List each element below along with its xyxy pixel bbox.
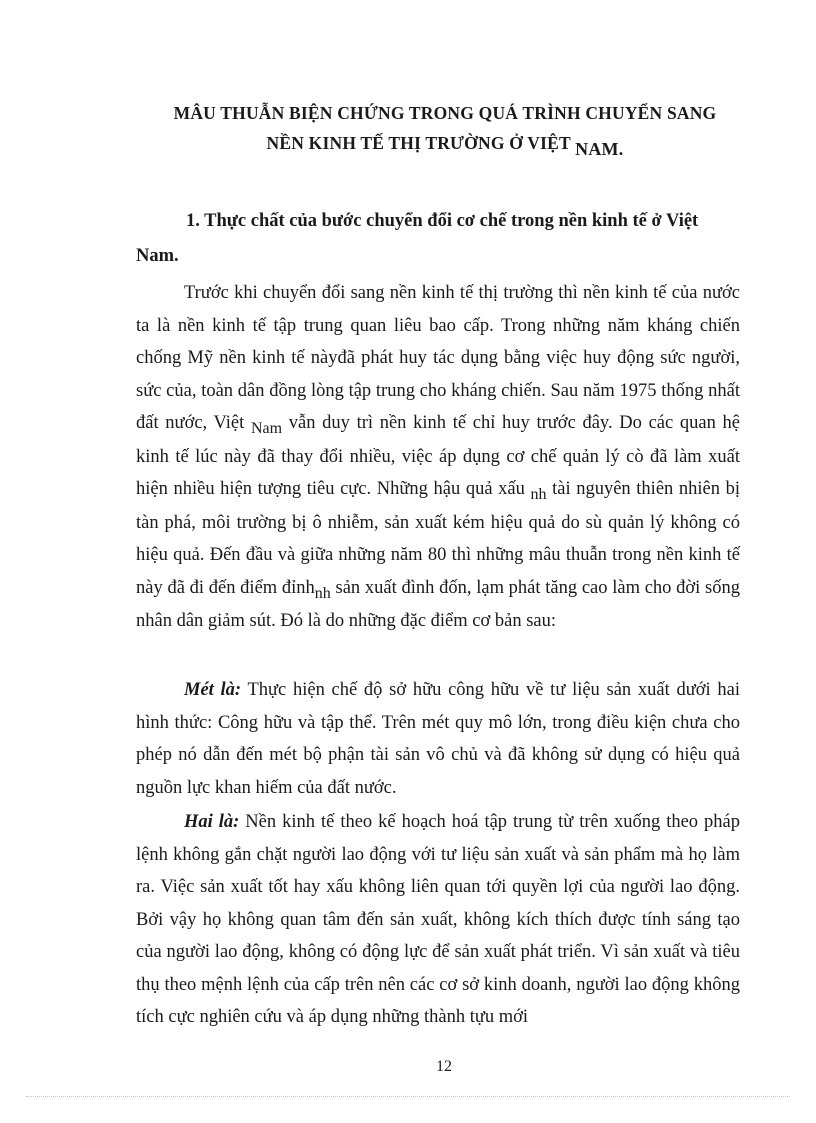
title-line-2-end: . [618,139,624,159]
paragraph-point-one [136,674,740,804]
page-number: 12 [436,1058,452,1075]
title-line-2-sub: NAM [575,139,619,159]
title-line-1: MÂU THUẪN BIỆN CHỨNG TRONG QUÁ TRÌNH CHUYỂN SANG [173,103,717,123]
paragraph-point-two-lead: Hai là: [184,812,240,832]
section-heading-cont [136,241,736,271]
paragraph-intro-text-1: Trước khi chuyển đổi sang nền kinh tế thị trường thì nền kinh tế của nước ta là nền kinh tế tập trung quan liêu bao cấp. Trong những năm kháng chiến chống Mỹ nền kinh tế nàyđã phát huy tác dụng bằng việc huy động sức người, sức của, toàn dân đồng lòng tập trung cho kháng chiến. Sau năm 1975 thống nhất đất nước, Việt [136,283,740,433]
paragraph-point-one-lead: Mét là: [184,680,242,700]
document-title [100,98,790,158]
paragraph-point-two [136,806,740,1034]
section-heading-end: . [174,246,179,266]
section-heading-sub: Nam [136,246,175,266]
paragraph-intro-text-3: tài nguyên thiên nhiên bị tàn phá, môi trường bị ô nhiễm, sản xuất kém hiệu quả do sù quản lý không có hiệu quả. Đến đầu và giữa những năm 80 thì những mâu thuẫn trong nền kinh tế này đã đi đến điểm đỉnh [136,479,741,598]
paragraph-intro-sub-3: nh [314,584,331,602]
paragraph-intro-text-2: vẫn duy trì nền kinh tế chỉ huy trước đây. Do các quan hệ kinh tế lúc này đã thay đổi nhiều, việc áp dụng cơ chế quản lý cò đã làm xuất hiện nhiều hiện tượng tiêu cực. Những hậu quả xấu [136,413,741,499]
section-heading-main: 1. Thực chất của bước chuyển đổi cơ chế trong nền kinh tế ở Việt [186,211,699,231]
title-line-2-main: NỀN KINH TẾ THỊ TRƯỜNG Ở VIỆT [266,133,576,153]
paragraph-intro-sub-1: Nam [250,420,283,437]
section-heading [186,206,746,236]
paragraph-intro-sub-2: nh [530,486,547,503]
paragraph-point-two-text: Nền kinh tế theo kế hoạch hoá tập trung từ trên xuống theo pháp lệnh không gắn chặt người lao động với tư liệu sản xuất và sản phẩm mà họ làm ra. Việc sản xuất tốt hay xấu không liên quan tới quyền lợi của người lao động. Bởi vậy họ không quan tâm đến sản xuất, không kích thích được tính sáng tạo của người lao động, không có động lực để sản xuất phát triển. Vì sản xuất và tiêu thụ theo mệnh lệnh của cấp trên nên các cơ sở kinh doanh, người lao động không tích cực nghiên cứu và áp dụng những thành tựu mới [136,812,740,1027]
paragraph-intro [136,277,740,638]
page-bottom-divider [26,1096,790,1097]
paragraph-point-one-text: Thực hiện chế độ sở hữu công hữu về tư liệu sản xuất dưới hai hình thức: Công hữu và tập thể. Trên mét quy mô lớn, trong điều kiện chưa cho phép nó dẫn đến mét bộ phận tài sản vô chủ và đã không sử dụng có hiệu quả nguồn lực khan hiếm của đất nước. [136,680,740,798]
title-line-2 [100,128,790,158]
paragraph-intro-text-4: sản xuất đình đốn, lạm phát tăng cao làm cho đời sống nhân dân giảm sút. Đó là do những đặc điểm cơ bản sau: [136,577,740,631]
